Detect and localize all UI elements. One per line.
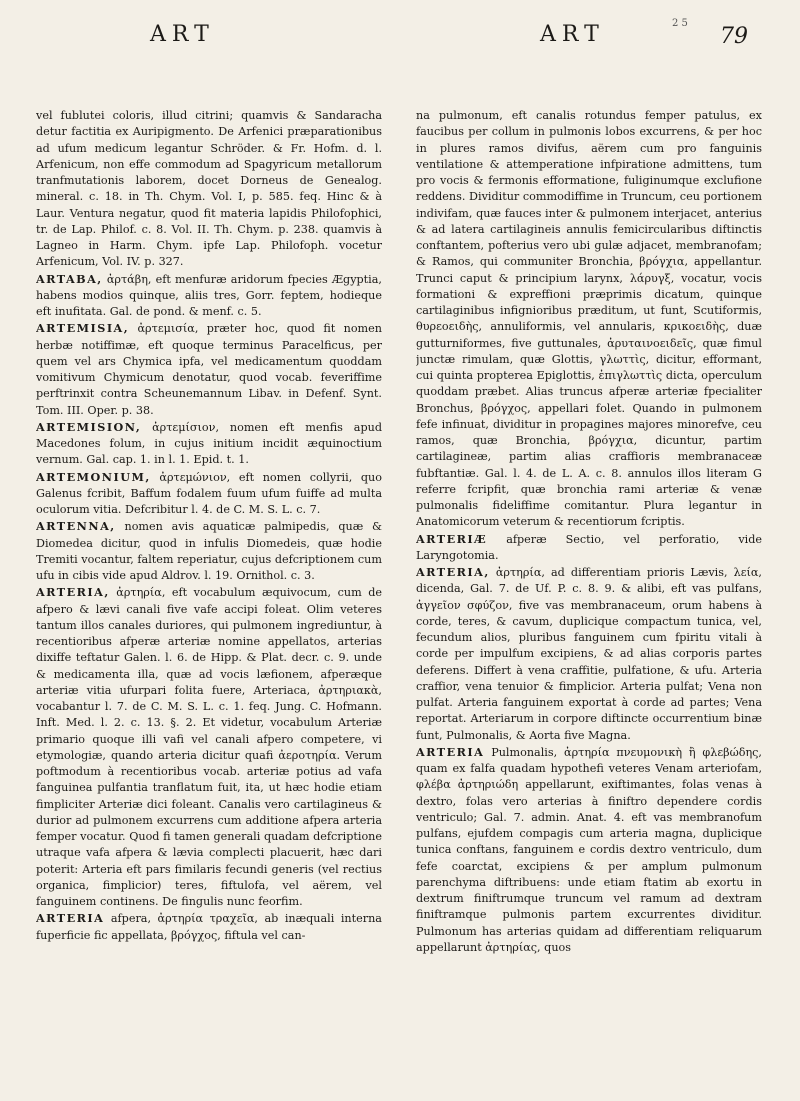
- entry-arteria-levis: [416, 564, 762, 744]
- entry-text: afperæ Sectio, vel perforatio, vide Laryngotomia.: [416, 532, 762, 562]
- entry-arteriae-asperae: [416, 531, 762, 565]
- entry-artemision: [36, 419, 382, 469]
- headword: ARTENNA,: [36, 519, 116, 534]
- headword: ARTERIÆ: [416, 531, 488, 546]
- running-head-right: ART: [540, 22, 605, 47]
- entry-arteria-aspera: [36, 910, 382, 944]
- entry-artenna: [36, 518, 382, 584]
- paragraph: vel fublutei coloris, illud citrini; quamvis & Sandaracha detur factitia ex Auripigmento. De Arfenici præparationibus ad ufum medicum legantur Schröder. & Fr. Hofm. d. l. Arfenicum, non effe commodum ad Spagyricum metallorum tranfmutationis laborem, docet Dorneus de Genealog. mineral. c. 18. in Th. Chym. Vol. I, p. 585. feq. Hinc & à Laur. Ventura negatur, quod fit materia lapidis Philofophici, tr. de Lap. Philof. c. 8. Vol. II. Th. Chym. p. 238. quamvis à Lagneo in Harm. Chym. ipfe Lap. Philofoph. vocetur Arfenicum, Vol. IV. p. 327.: [36, 109, 382, 269]
- entry-arteria-pulmonalis: [416, 744, 762, 956]
- right-column: [416, 108, 762, 1083]
- entry-text: ἀρτεμώνιον, eft nomen collyrii, quo Galenus fcribit, Baffum fodalem fuum ufum fuiffe ad multa oculorum vitia. Defcribitur l. 4. de C. M. S. L. c. 7.: [36, 470, 382, 516]
- running-head-left: ART: [150, 22, 215, 47]
- headword: ARTERIA,: [36, 585, 110, 600]
- running-head: [0, 18, 800, 58]
- entry-artaba: [36, 271, 382, 321]
- headword: ARTERIA,: [416, 565, 490, 579]
- headword: ARTABA,: [36, 271, 103, 286]
- headword: ARTEMISIA,: [36, 321, 130, 336]
- entry-arteria: [36, 584, 382, 910]
- entry-text: afpera, ἀρτηρία τραχεῖα, ab inæquali interna fuperficie fic appellata, βρόγχος, fiftula vel can-: [36, 912, 382, 942]
- headword: ARTEMONIUM,: [36, 469, 151, 484]
- entry-artemonium: [36, 469, 382, 519]
- entry-text: ἀρτεμισία, præter hoc, quod fit nomen herbæ notiffimæ, eft quoque terminus Paracelficus, per quem vel ars Chymica ipfa, vel medicamentum quoddam vomitivum Chymicum denotatur, quod vocab. feveriffime perftrinxit contra Scheunemannum Libav. in Defenf. Synt. Tom. III. Oper. p. 38.: [36, 322, 382, 417]
- entry-artemisia: [36, 320, 382, 419]
- printer-mark: 2 5: [672, 18, 688, 29]
- headword: ARTERIA: [416, 744, 485, 759]
- page-number: 79: [720, 24, 748, 49]
- left-column: [36, 108, 382, 1083]
- entry-text: ἀρτηρία, ad differentiam prioris Lævis, λεία, dicenda, Gal. 7. de Uf. P. c. 8. 9. & alibi, eft vas pulfans, ἀγγεῖον σφύζον, five vas membranaceum, orum habens à corde, teres, & cavum, duplicique compactum tunica, vel, fecundum alios, pluribus fanguinem cum fpiritu vitali à corde per impulfum excipiens, & ad alias corporis partes deferens. Differt à vena craffitie, pulfatione, & ufu. Arteria craffior, vena tenuior & fimplicior. Arteria pulfat; Vena non pulfat. Arteria fanguinem exportat à corde ad partes; Vena reportat. Arteriarum in corpore diftincte occurrentium binæ funt, Pulmonalis, & Aorta five Magna.: [416, 566, 762, 742]
- headword: ARTERIA: [36, 911, 105, 926]
- entry-text: Pulmonalis, ἀρτηρία πνευμονικὴ ἢ φλεβώδης, quam ex falfa quadam hypothefi veteres Venam arteriofam, φλέβα ἀρτηριώδη appellarunt, exiftimantes, folas venas à dextro, folas vero arterias à finiftro dependere cordis ventriculo; Gal. 7. admin. Anat. 4. eft vas membranofum pulfans, ejufdem compagis cum arteria magna, duplicique tunica conftans, fanguinem e cordis dextro ventriculo, dum fefe coarctat, excipiens & per amplum pulmonum parenchyma diftribuens: unde etiam ftatim ab exortu in dextrum finiftrumque truncum vel ramum ad dextram finiftramque pulmonis partem excurrentes dividitur. Pulmonum has arterias quidam ad differentiam reliquarum appellarunt ἀρτηρίας, quos: [416, 745, 762, 954]
- entry-text: ἀρτηρία, eft vocabulum æquivocum, cum de afpero & lævi canali five vafe accipi foleat. Olim veteres tantum illos canales duriores, qui pulmonem ingrediuntur, à recentioribus afperæ arteriæ nomine appellatos, arterias dixiffe teftatur Galen. l. 6. de Hipp. & Plat. decr. c. 9. unde & medicamenta illa, quæ ad vocis læfionem, afperæque arteriæ vitia ufurpari folita fuere, Arteriaca, ἀρτηριακὰ, vocabantur l. 7. de C. M. S. L. c. 1. feq. Jung. C. Hofmann. Inft. Med. l. 2. c. 13. §. 2. Et videtur, vocabulum Arteriæ primario quoque illi vafi vel canali afpero competere, vi etymologiæ, quando arteria dicitur quafi ἀεροτηρία. Verum poftmodum à recentioribus vocab. arteriæ potius ad vafa fanguinea pulfantia tranflatum fuit, ita, ut hæc hodie etiam fimpliciter Arteriæ dici foleant. Canalis vero cartilagineus & durior ad pulmonem excurrens cum additione afpera arteria femper vocatur. Quod fi tamen generali quadam defcriptione utraque vafa afpera & lævia complecti placuerit, hæc dari poterit: Arteria eft pars fimilaris fecundi generis (vel rectius organica, fimplicior) teres, fiftulofa, vel aërem, vel fanguinem continens. De fingulis nunc feorfim.: [36, 586, 382, 908]
- entry-text: nomen avis aquaticæ palmipedis, quæ & Diomedea dicitur, quod in infulis Diomedeis, quæ hodie Tremiti vocantur, faltem reperiatur, cujus defcriptionem cum ufu in cibis vide apud Aldrov. l. 19. Ornithol. c. 3.: [36, 520, 382, 582]
- entry-text: ἀρτάβη, eft menfuræ aridorum fpecies Ægyptia, habens modios quinque, aliis tres, Gorr. feptem, hodieque eft inufitata. Gal. de pond. & menf. c. 5.: [36, 272, 382, 318]
- paragraph: na pulmonum, eft canalis rotundus femper patulus, ex faucibus per collum in pulmonis lobos excurrens, & per hoc in plures ramos divifus, aërem cum pro fanguinis ventilatione & attemperatione infpiratione admittens, tum pro vocis & fermonis efformatione, fuliginumque exclufione reddens. Dividitur commodiffime in Truncum, ceu portionem indivifam, quæ fauces inter & pulmonem interjacet, anterius & ad latera cartilagineis annulis femicircularibus diftinctis conftantem, pofterius vero ubi gulæ adjacet, membranofam; & Ramos, qui communiter Bronchia, βρόγχια, appellantur. Trunci caput & principium larynx, λάρυγξ, vocatur, vocis formationi & expreffioni præprimis dicatum, quinque cartilaginibus infignioribus præditum, ut funt, Scutiformis, θυρεοειδὴς, annuliformis, vel annularis, κρικοειδὴς, duæ gutturniformes, five guttunales, ἀρυταινοειδεῖς, quæ fimul junctæ rimulam, quæ Glottis, γλωττὶς, dicitur, efformant, cui quinta propterea Epiglottis, ἐπιγλωττὶς dicta, operculum quoddam præbet. Alias truncus afperæ arteriæ fpecialiter Bronchus, βρόγχος, appellari folet. Quando in pulmonem fefe infinuat, dividitur in propagines majores minorefve, ceu ramos, quæ Bronchia, βρόγχια, dicuntur, partim cartilagineæ, partim alias craffioris membranaceæ fubftantiæ. Gal. l. 4. de L. A. c. 8. annulos illos literam G referre fcripfit, quæ bronchia rami arteriæ & venæ pulmonalis fideliffime comitantur. Plura legantur in Anatomicorum veterum & recentiorum fcriptis.: [416, 109, 762, 529]
- headword: ARTEMISION,: [36, 419, 142, 434]
- entry-text: ἀρτεμίσιον, nomen eft menfis apud Macedones folum, in cujus initium incidit æquinoctium vernum. Gal. cap. 1. in l. 1. Epid. t. 1.: [36, 420, 382, 467]
